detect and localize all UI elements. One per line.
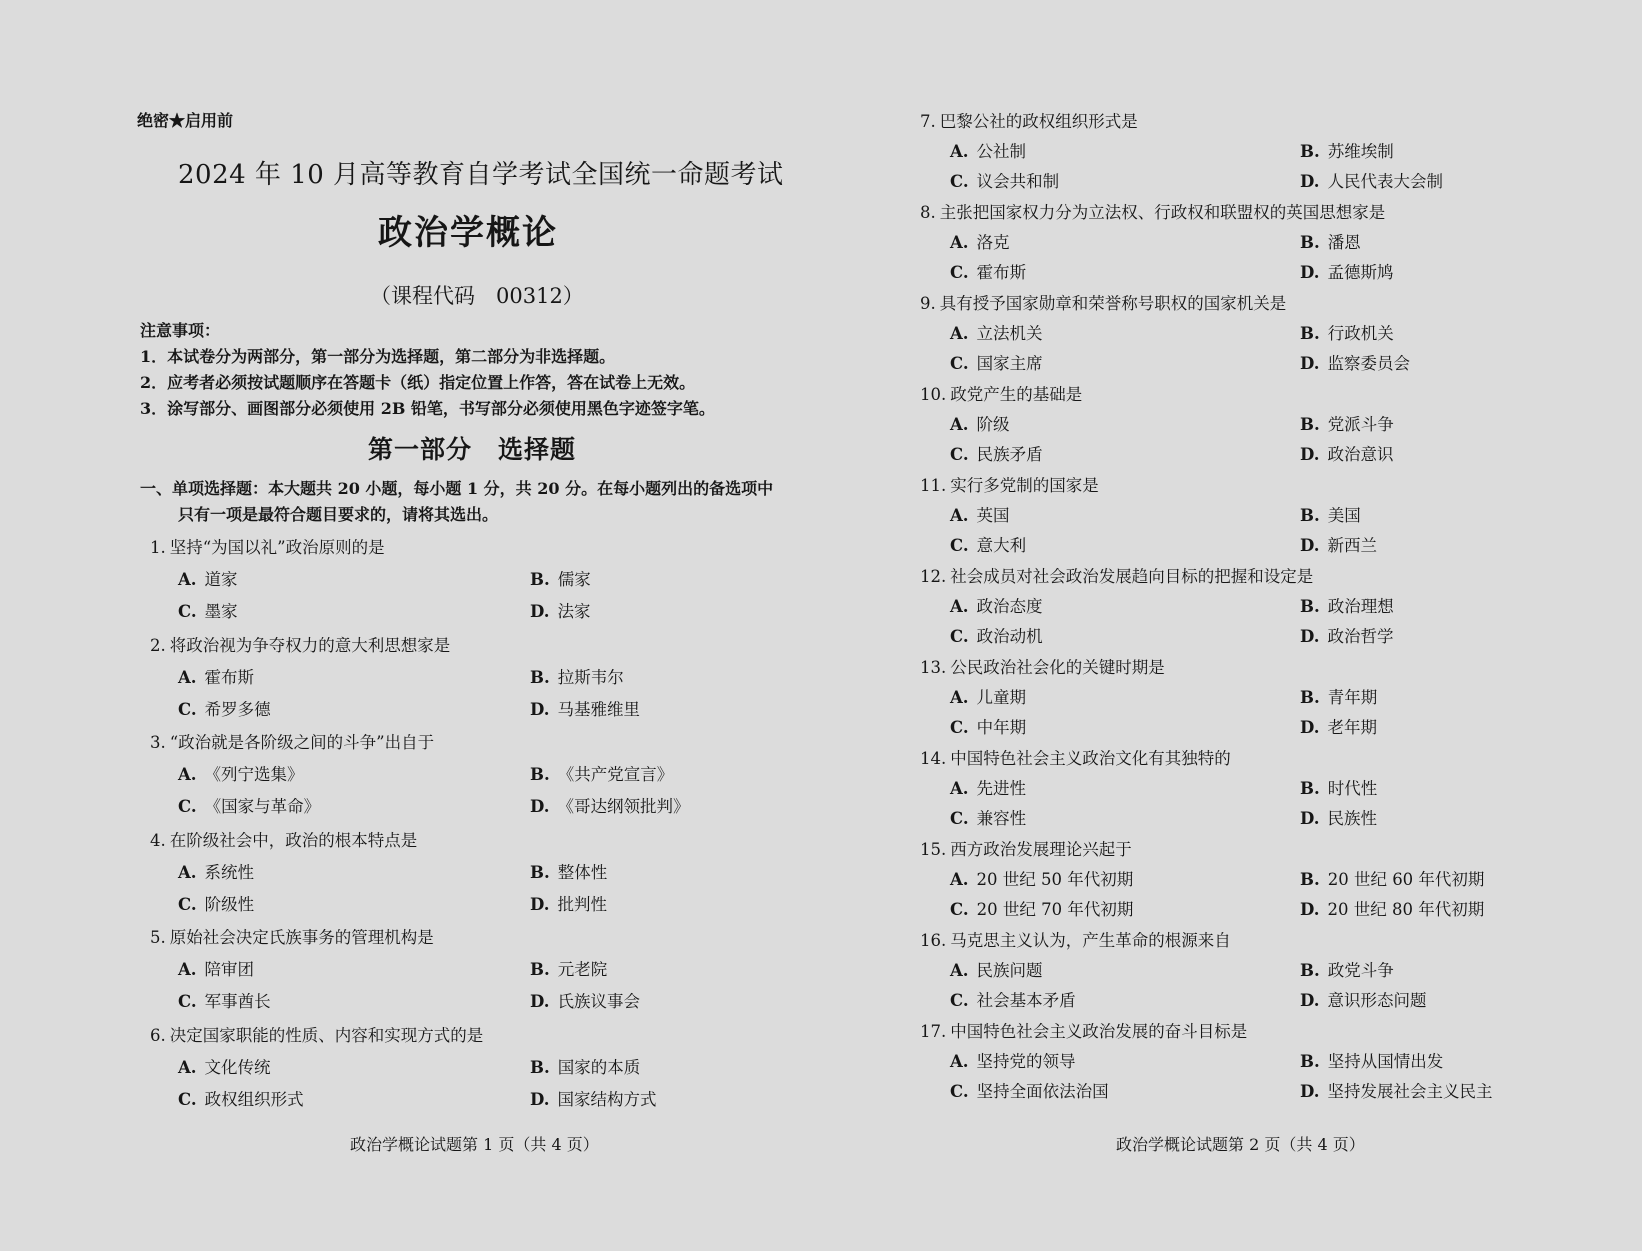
question-number: 2. <box>150 635 166 655</box>
section-instruction: 只有一项是最符合题目要求的，请将其选出。 <box>178 505 499 524</box>
answer-option <box>530 891 607 915</box>
answer-option <box>950 411 1010 435</box>
option-text: 孟德斯鸠 <box>1327 263 1394 282</box>
question-number: 17. <box>920 1022 947 1041</box>
question-text: 马克思主义认为，产生革命的根源来自 <box>950 931 1231 950</box>
option-label: C. <box>950 172 969 191</box>
question-text: 具有授予国家勋章和荣誉称号职权的国家机关是 <box>939 294 1287 313</box>
option-label: C. <box>178 1089 197 1109</box>
option-label: C. <box>178 894 197 914</box>
question-text: 社会成员对社会政治发展趋向目标的把握和设定是 <box>950 567 1314 586</box>
answer-option <box>1300 259 1393 283</box>
question-text: 巴黎公社的政权组织形式是 <box>939 112 1138 131</box>
option-text: 系统性 <box>204 862 255 882</box>
question-number: 9. <box>920 294 936 313</box>
answer-option <box>530 956 607 980</box>
answer-option <box>178 566 238 590</box>
option-text: 先进性 <box>976 779 1027 798</box>
option-text: 社会基本矛盾 <box>976 991 1076 1010</box>
answer-option <box>1300 896 1484 920</box>
answer-option <box>1300 775 1377 799</box>
answer-option <box>1300 714 1377 738</box>
answer-option <box>1300 805 1377 829</box>
option-label: B. <box>530 862 550 882</box>
option-text: 潘恩 <box>1327 233 1361 252</box>
answer-option <box>178 1054 271 1078</box>
option-label: C. <box>950 1082 969 1101</box>
option-label: C. <box>950 445 969 464</box>
option-label: A. <box>178 765 197 784</box>
question-text: 中国特色社会主义政治发展的奋斗目标是 <box>950 1022 1248 1041</box>
question-number: 10. <box>920 385 947 404</box>
option-label: D. <box>530 602 550 621</box>
option-label: D. <box>1300 718 1320 737</box>
question-text: 原始社会决定氏族事务的管理机构是 <box>169 928 434 947</box>
option-text: 意大利 <box>976 536 1027 555</box>
course-code: （课程代码 00312） <box>370 284 584 308</box>
answer-option <box>530 566 591 590</box>
question-text: 在阶级社会中，政治的根本特点是 <box>169 830 418 850</box>
answer-option <box>530 696 640 720</box>
question-number: 11. <box>920 476 947 495</box>
option-label: C. <box>178 992 197 1011</box>
question-stem <box>920 290 1286 314</box>
page-footer: 政治学概论试题第 1 页（共 4 页） <box>350 1135 599 1154</box>
answer-option <box>1300 229 1361 253</box>
answer-option <box>1300 987 1426 1011</box>
option-text: 议会共和制 <box>976 172 1060 191</box>
option-text: 坚持党的领导 <box>976 1052 1076 1071</box>
question-stem <box>150 534 385 558</box>
answer-option <box>530 859 607 883</box>
answer-option <box>1300 411 1394 435</box>
option-text: 国家结构方式 <box>557 1089 657 1109</box>
answer-option <box>530 664 624 688</box>
answer-option <box>1300 532 1377 556</box>
answer-option <box>178 664 254 688</box>
question-number: 1. <box>150 538 166 557</box>
answer-option <box>178 1086 304 1110</box>
option-text: 公社制 <box>976 142 1027 161</box>
option-text: 20 世纪 50 年代初期 <box>976 870 1134 889</box>
option-label: A. <box>178 862 197 882</box>
option-text: 陪审团 <box>204 960 255 979</box>
option-label: D. <box>530 797 550 816</box>
option-text: 青年期 <box>1327 688 1378 707</box>
option-label: D. <box>530 699 550 719</box>
answer-option <box>1300 350 1410 374</box>
answer-option <box>1300 593 1394 617</box>
option-text: 人民代表大会制 <box>1327 172 1443 191</box>
answer-option <box>1300 138 1394 162</box>
option-label: D. <box>1300 536 1320 555</box>
option-label: D. <box>530 992 550 1011</box>
answer-option <box>950 623 1043 647</box>
option-text: 政权组织形式 <box>204 1089 304 1109</box>
answer-option <box>950 896 1133 920</box>
option-text: 元老院 <box>557 960 608 979</box>
option-text: 阶级性 <box>204 894 255 914</box>
option-text: 民族问题 <box>976 961 1043 980</box>
question-stem <box>150 729 434 753</box>
option-text: 政治意识 <box>1327 445 1394 464</box>
option-label: B. <box>530 1057 550 1077</box>
answer-option <box>950 259 1026 283</box>
option-label: D. <box>1300 354 1320 373</box>
question-number: 7. <box>920 112 936 131</box>
option-label: A. <box>178 960 197 979</box>
option-label: A. <box>178 570 197 589</box>
question-text: 中国特色社会主义政治文化有其独特的 <box>950 749 1231 768</box>
option-label: B. <box>530 667 550 687</box>
answer-option <box>1300 866 1484 890</box>
question-stem <box>920 472 1099 496</box>
answer-option <box>950 805 1026 829</box>
option-text: 政治哲学 <box>1327 627 1394 646</box>
section-instruction: 一、单项选择题：本大题共 20 小题，每小题 1 分，共 20 分。在每小题列出的备选项中 <box>140 479 774 498</box>
answer-option <box>178 956 254 980</box>
option-text: 整体性 <box>557 862 608 882</box>
question-number: 16. <box>920 931 947 950</box>
answer-option <box>178 761 304 785</box>
option-text: 英国 <box>976 506 1010 525</box>
answer-option <box>950 866 1133 890</box>
option-label: D. <box>1300 809 1320 828</box>
question-text: 决定国家职能的性质、内容和实现方式的是 <box>169 1025 484 1045</box>
question-stem <box>920 199 1385 223</box>
question-text: 主张把国家权力分为立法权、行政权和联盟权的英国思想家是 <box>939 203 1386 222</box>
answer-option <box>178 891 254 915</box>
option-text: 国家主席 <box>976 354 1043 373</box>
option-label: C. <box>950 900 969 919</box>
option-text: 墨家 <box>204 602 238 621</box>
option-label: B. <box>530 765 550 784</box>
option-label: C. <box>178 699 197 719</box>
answer-option <box>950 350 1043 374</box>
question-stem <box>150 924 434 948</box>
question-number: 5. <box>150 928 166 947</box>
option-text: 坚持全面依法治国 <box>976 1082 1109 1101</box>
question-text: 坚持“为国以礼”政治原则的是 <box>169 538 385 557</box>
answer-option <box>950 684 1026 708</box>
answer-option <box>1300 957 1394 981</box>
option-text: 马基雅维里 <box>557 699 640 719</box>
answer-option <box>950 714 1026 738</box>
subject-title: 政治学概论 <box>378 213 558 253</box>
answer-option <box>1300 502 1361 526</box>
option-text: 《列宁选集》 <box>204 765 304 784</box>
answer-option <box>1300 1048 1443 1072</box>
answer-option <box>950 987 1076 1011</box>
answer-option <box>178 696 271 720</box>
answer-option <box>530 1086 656 1110</box>
question-stem <box>920 654 1165 678</box>
question-number: 14. <box>920 749 947 768</box>
option-label: B. <box>1300 779 1320 798</box>
answer-option <box>530 793 689 817</box>
question-stem <box>920 745 1231 769</box>
option-label: B. <box>1300 1052 1320 1071</box>
option-label: B. <box>530 570 550 589</box>
option-label: B. <box>1300 233 1320 252</box>
question-number: 13. <box>920 658 947 677</box>
option-text: 坚持从国情出发 <box>1327 1052 1444 1071</box>
option-label: A. <box>950 870 969 889</box>
option-label: B. <box>1300 870 1320 889</box>
answer-option <box>530 1054 640 1078</box>
answer-option <box>1300 684 1377 708</box>
question-stem <box>920 381 1082 405</box>
option-label: C. <box>950 263 969 282</box>
answer-option <box>530 598 590 622</box>
option-text: 国家的本质 <box>557 1057 641 1077</box>
answer-option <box>950 320 1043 344</box>
option-text: 政治动机 <box>976 627 1043 646</box>
question-stem <box>150 1022 483 1046</box>
option-label: D. <box>1300 627 1320 646</box>
option-text: 政党斗争 <box>1327 961 1394 980</box>
option-text: 批判性 <box>557 894 607 914</box>
option-label: A. <box>950 597 969 616</box>
option-text: 20 世纪 70 年代初期 <box>976 900 1134 919</box>
option-text: 法家 <box>557 602 591 621</box>
option-label: B. <box>1300 415 1320 434</box>
question-stem <box>920 836 1132 860</box>
question-text: 实行多党制的国家是 <box>950 476 1099 495</box>
exam-title: 2024 年 10 月高等教育自学考试全国统一命题考试 <box>178 160 784 190</box>
option-label: D. <box>530 1089 550 1109</box>
option-text: 民族矛盾 <box>976 445 1043 464</box>
answer-option <box>178 988 271 1012</box>
option-label: B. <box>1300 597 1320 616</box>
option-label: D. <box>1300 900 1320 919</box>
answer-option <box>950 441 1043 465</box>
option-text: 《共产党宣言》 <box>557 765 674 784</box>
option-label: A. <box>950 142 969 161</box>
answer-option <box>1300 623 1393 647</box>
option-label: C. <box>950 354 969 373</box>
notice-item: 3．涂写部分、画图部分必须使用 2B 铅笔，书写部分必须使用黑色字迹签字笔。 <box>140 399 715 418</box>
option-text: 《国家与革命》 <box>204 797 321 816</box>
answer-option <box>950 593 1043 617</box>
question-text: 西方政治发展理论兴起于 <box>950 840 1132 859</box>
question-text: 政党产生的基础是 <box>950 385 1083 404</box>
answer-option <box>950 775 1026 799</box>
option-text: 霍布斯 <box>976 263 1027 282</box>
question-stem <box>920 927 1231 951</box>
option-label: D. <box>1300 263 1320 282</box>
option-label: A. <box>950 1052 969 1071</box>
option-label: A. <box>178 1057 197 1077</box>
option-text: 时代性 <box>1327 779 1378 798</box>
option-label: B. <box>530 960 550 979</box>
answer-option <box>1300 320 1394 344</box>
option-label: B. <box>1300 688 1320 707</box>
option-text: 兼容性 <box>976 809 1027 828</box>
option-label: C. <box>950 809 969 828</box>
option-text: 阶级 <box>976 415 1010 434</box>
option-label: A. <box>950 779 969 798</box>
option-text: 新西兰 <box>1327 536 1377 555</box>
option-label: C. <box>178 602 197 621</box>
option-text: 政治理想 <box>1327 597 1394 616</box>
option-text: 20 世纪 60 年代初期 <box>1327 870 1485 889</box>
option-text: 民族性 <box>1327 809 1377 828</box>
question-number: 8. <box>920 203 936 222</box>
notice-item: 2．应考者必须按试题顺序在答题卡（纸）指定位置上作答，答在试卷上无效。 <box>140 373 696 392</box>
option-text: 氏族议事会 <box>557 992 640 1011</box>
answer-option <box>530 988 640 1012</box>
question-stem <box>150 632 450 656</box>
option-text: 监察委员会 <box>1327 354 1410 373</box>
confidential-mark: 绝密★启用前 <box>137 111 234 130</box>
option-text: 《哥达纲领批判》 <box>557 797 690 816</box>
answer-option <box>950 168 1059 192</box>
option-text: 洛克 <box>976 233 1010 252</box>
option-label: B. <box>1300 506 1320 525</box>
question-stem <box>150 827 417 851</box>
option-label: C. <box>950 991 969 1010</box>
question-number: 15. <box>920 840 947 859</box>
option-text: 意识形态问题 <box>1327 991 1427 1010</box>
option-text: 行政机关 <box>1327 324 1394 343</box>
part-title: 第一部分 选择题 <box>368 435 577 464</box>
option-label: D. <box>1300 172 1320 191</box>
option-label: A. <box>950 506 969 525</box>
option-label: C. <box>950 536 969 555</box>
option-label: B. <box>1300 142 1320 161</box>
option-label: D. <box>1300 991 1320 1010</box>
option-label: A. <box>950 961 969 980</box>
option-label: D. <box>1300 1082 1320 1101</box>
answer-option <box>530 761 673 785</box>
option-label: C. <box>950 718 969 737</box>
question-text: 将政治视为争夺权力的意大利思想家是 <box>169 635 451 655</box>
option-text: 文化传统 <box>204 1057 271 1077</box>
page-footer: 政治学概论试题第 2 页（共 4 页） <box>1116 1135 1365 1154</box>
question-number: 12. <box>920 567 947 586</box>
option-text: 希罗多德 <box>204 699 271 719</box>
question-number: 6. <box>150 1025 166 1045</box>
option-text: 苏维埃制 <box>1327 142 1394 161</box>
option-text: 拉斯韦尔 <box>557 667 624 687</box>
option-label: D. <box>530 894 550 914</box>
option-label: B. <box>1300 961 1320 980</box>
option-text: 20 世纪 80 年代初期 <box>1327 900 1485 919</box>
answer-option <box>178 859 254 883</box>
answer-option <box>178 598 238 622</box>
option-label: A. <box>950 415 969 434</box>
option-label: C. <box>950 627 969 646</box>
option-text: 老年期 <box>1327 718 1377 737</box>
answer-option <box>950 1048 1076 1072</box>
answer-option <box>1300 1078 1492 1102</box>
notice-heading: 注意事项： <box>140 321 221 340</box>
answer-option <box>950 229 1010 253</box>
answer-option <box>950 502 1010 526</box>
question-stem <box>920 563 1313 587</box>
option-label: A. <box>950 233 969 252</box>
option-label: B. <box>1300 324 1320 343</box>
option-text: 党派斗争 <box>1327 415 1394 434</box>
option-text: 道家 <box>204 570 238 589</box>
option-label: D. <box>1300 445 1320 464</box>
option-text: 美国 <box>1327 506 1361 525</box>
option-text: 坚持发展社会主义民主 <box>1327 1082 1493 1101</box>
question-text: “政治就是各阶级之间的斗争”出自于 <box>169 733 435 752</box>
answer-option <box>1300 441 1393 465</box>
option-text: 立法机关 <box>976 324 1043 343</box>
answer-option <box>950 957 1043 981</box>
answer-option <box>950 1078 1109 1102</box>
option-label: A. <box>178 667 197 687</box>
question-number: 3. <box>150 733 166 752</box>
answer-option <box>950 138 1026 162</box>
option-text: 中年期 <box>976 718 1027 737</box>
question-number: 4. <box>150 830 166 850</box>
option-label: C. <box>178 797 197 816</box>
option-text: 霍布斯 <box>204 667 255 687</box>
notice-item: 1．本试卷分为两部分，第一部分为选择题，第二部分为非选择题。 <box>140 347 616 366</box>
option-text: 儒家 <box>557 570 591 589</box>
question-text: 公民政治社会化的关键时期是 <box>950 658 1165 677</box>
option-label: A. <box>950 688 969 707</box>
answer-option <box>1300 168 1443 192</box>
answer-option <box>950 532 1026 556</box>
option-text: 军事酋长 <box>204 992 271 1011</box>
option-label: A. <box>950 324 969 343</box>
question-stem <box>920 108 1138 132</box>
question-stem <box>920 1018 1247 1042</box>
option-text: 政治态度 <box>976 597 1043 616</box>
option-text: 儿童期 <box>976 688 1027 707</box>
answer-option <box>178 793 320 817</box>
exam-page-2 <box>840 0 1642 1251</box>
